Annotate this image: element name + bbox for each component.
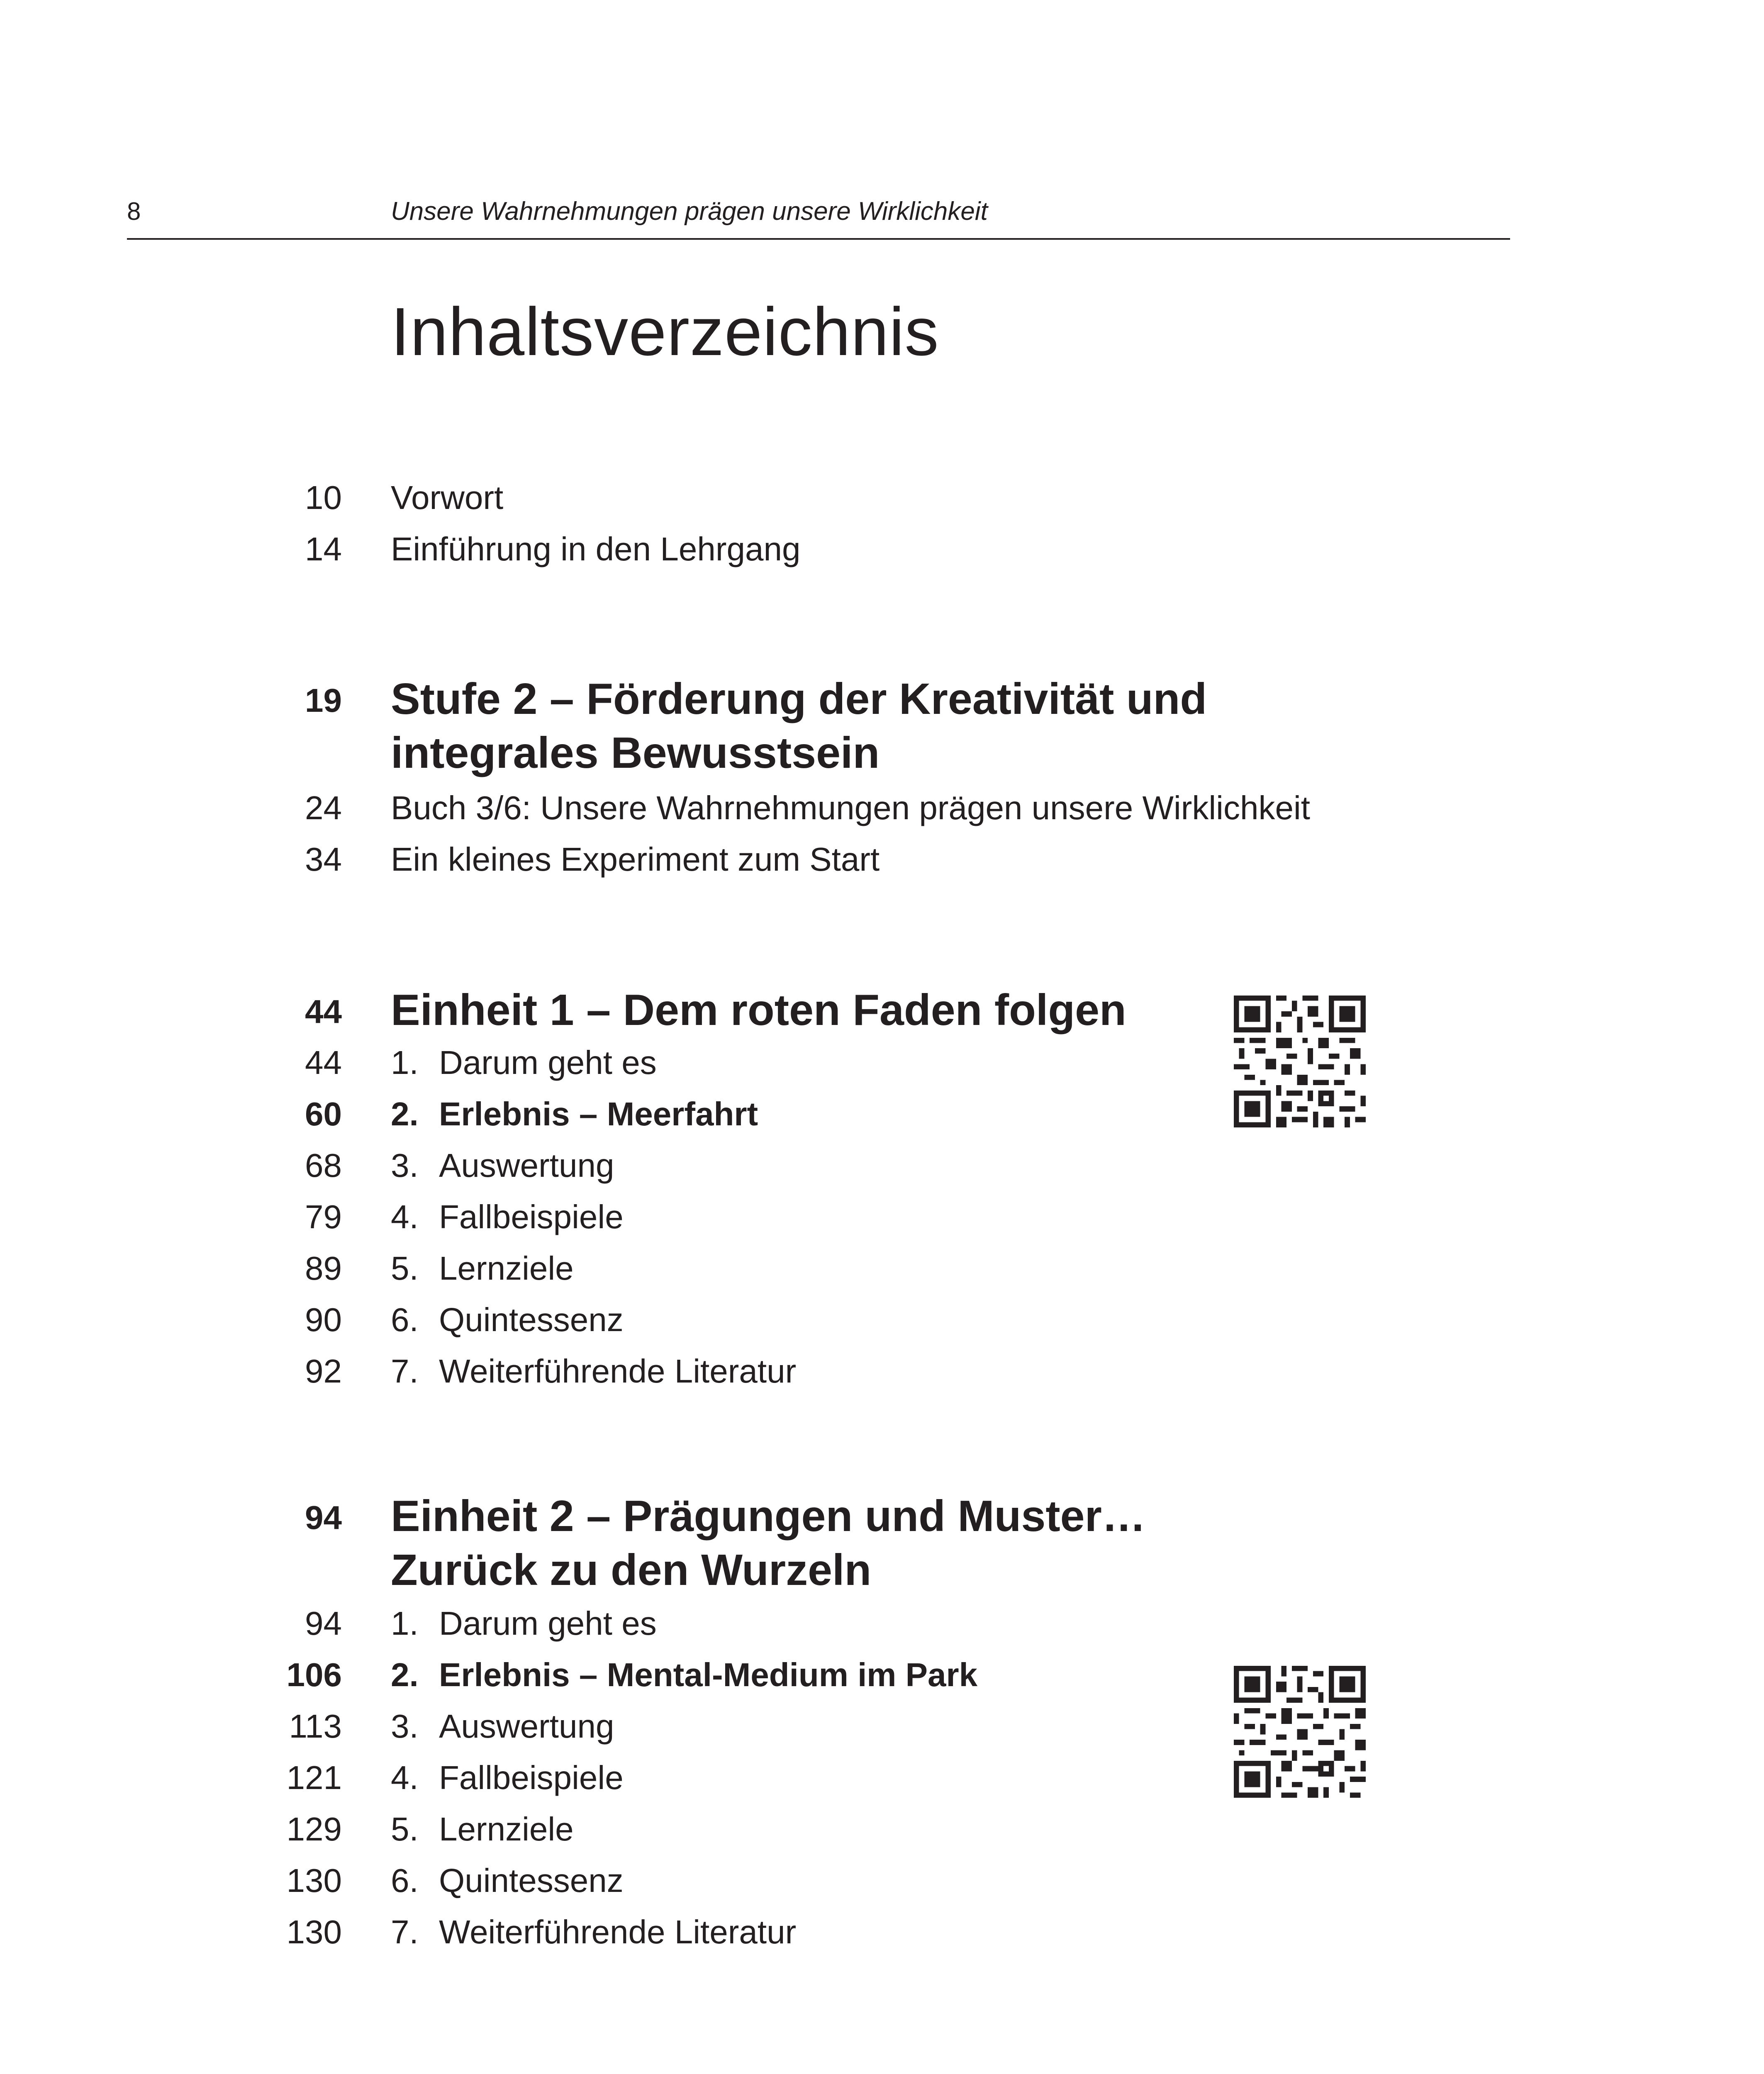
toc-entry[interactable] bbox=[0, 1037, 1764, 1088]
toc-entry[interactable] bbox=[0, 1346, 1764, 1397]
toc-entry[interactable] bbox=[0, 1294, 1764, 1346]
toc-entry[interactable] bbox=[0, 1752, 1764, 1804]
toc-entry-index: 2. bbox=[391, 1656, 419, 1693]
toc-entry[interactable] bbox=[0, 782, 1764, 834]
toc-entry[interactable] bbox=[0, 523, 1764, 575]
toc-page-number: 106 bbox=[286, 1656, 342, 1693]
toc-entry-title: Quintessenz bbox=[439, 1862, 624, 1899]
toc-page-number: 113 bbox=[289, 1708, 342, 1745]
toc-entry-index: 6. bbox=[391, 1862, 419, 1899]
toc-unit-heading[interactable] bbox=[0, 983, 1764, 1037]
toc-entry-index: 3. bbox=[391, 1147, 419, 1184]
toc-page-number: 24 bbox=[305, 789, 342, 826]
toc-page-number: 129 bbox=[286, 1811, 342, 1848]
toc-page-number: 34 bbox=[305, 841, 342, 878]
toc-page-number: 10 bbox=[305, 479, 342, 516]
page-folio: 8 bbox=[127, 197, 141, 225]
toc-page-number: 130 bbox=[286, 1913, 342, 1950]
toc-entry-title: Fallbeispiele bbox=[439, 1198, 624, 1235]
running-title: Unsere Wahrnehmungen prägen unsere Wirklichkeit bbox=[391, 197, 988, 226]
toc-entry-title: Erlebnis – Mental-Medium im Park bbox=[439, 1656, 978, 1693]
toc-entry-title: Vorwort bbox=[391, 479, 504, 516]
toc-entry-title: Lernziele bbox=[439, 1250, 574, 1287]
toc-entry-title: Fallbeispiele bbox=[439, 1759, 624, 1796]
toc-entry-title: Einführung in den Lehrgang bbox=[391, 531, 801, 567]
toc-entry[interactable] bbox=[0, 1701, 1764, 1752]
unit-title-line2: Zurück zu den Wurzeln bbox=[391, 1546, 872, 1594]
toc-entry-title: Buch 3/6: Unsere Wahrnehmungen prägen unsere Wirklichkeit bbox=[391, 789, 1310, 826]
toc-entry-title: Weiterführende Literatur bbox=[439, 1913, 797, 1950]
toc-entry-title: Darum geht es bbox=[439, 1605, 657, 1642]
toc-entry-title: Darum geht es bbox=[439, 1044, 657, 1081]
toc-entry-index: 7. bbox=[391, 1353, 419, 1390]
toc-page-number: 94 bbox=[305, 1605, 342, 1642]
toc-page-number: 44 bbox=[305, 993, 342, 1030]
toc-page-number: 130 bbox=[286, 1862, 342, 1899]
toc-entry[interactable] bbox=[0, 1140, 1764, 1191]
toc-entry-title: Auswertung bbox=[439, 1147, 614, 1184]
toc-entry-title: Weiterführende Literatur bbox=[439, 1353, 797, 1390]
toc-entry[interactable] bbox=[0, 1243, 1764, 1294]
toc-entry[interactable] bbox=[0, 1649, 1764, 1701]
toc-entry[interactable] bbox=[0, 1598, 1764, 1649]
toc-page-number: 121 bbox=[286, 1759, 342, 1796]
toc-entry-title: Lernziele bbox=[439, 1811, 574, 1848]
toc-unit-heading[interactable] bbox=[0, 1489, 1764, 1597]
toc-page-number: 14 bbox=[305, 531, 342, 567]
toc-entry[interactable] bbox=[0, 1855, 1764, 1906]
toc-entry-index: 4. bbox=[391, 1198, 419, 1235]
toc-entry-index: 2. bbox=[391, 1095, 419, 1132]
toc-page-number: 60 bbox=[305, 1095, 342, 1132]
toc-page-number: 19 bbox=[305, 682, 342, 719]
toc-entry-index: 5. bbox=[391, 1811, 419, 1848]
toc-page-number: 90 bbox=[305, 1301, 342, 1338]
toc-page-number: 92 bbox=[305, 1353, 342, 1390]
toc-entry[interactable] bbox=[0, 1804, 1764, 1855]
toc-page-number: 44 bbox=[305, 1044, 342, 1081]
unit-title: Einheit 1 – Dem roten Faden folgen bbox=[391, 986, 1126, 1035]
toc-entry-index: 7. bbox=[391, 1913, 419, 1950]
section-title-line2: integrales Bewusstsein bbox=[391, 728, 880, 777]
toc-page-number: 94 bbox=[305, 1499, 342, 1536]
toc-entry-index: 4. bbox=[391, 1759, 419, 1796]
toc-entry[interactable] bbox=[0, 1088, 1764, 1140]
toc-entry-title: Ein kleines Experiment zum Start bbox=[391, 841, 880, 878]
toc-entry-title: Auswertung bbox=[439, 1708, 614, 1745]
page-title: Inhaltsverzeichnis bbox=[391, 294, 939, 370]
toc-page-number: 89 bbox=[305, 1250, 342, 1287]
toc-page-number: 79 bbox=[305, 1198, 342, 1235]
unit-title-line1: Einheit 2 – Prägungen und Muster… bbox=[391, 1492, 1146, 1541]
qr-code-icon[interactable] bbox=[1234, 1666, 1366, 1798]
toc-entry[interactable] bbox=[0, 1906, 1764, 1958]
toc-entry[interactable] bbox=[0, 834, 1764, 885]
toc-entry[interactable] bbox=[0, 1191, 1764, 1243]
toc-entry-title: Quintessenz bbox=[439, 1301, 624, 1338]
toc-entry-index: 1. bbox=[391, 1605, 419, 1642]
toc-entry-index: 3. bbox=[391, 1708, 419, 1745]
toc-entry-index: 5. bbox=[391, 1250, 419, 1287]
toc-entry[interactable] bbox=[0, 472, 1764, 523]
toc-entry-title: Erlebnis – Meerfahrt bbox=[439, 1095, 758, 1132]
toc-entry-index: 1. bbox=[391, 1044, 419, 1081]
qr-code-icon[interactable] bbox=[1234, 996, 1366, 1127]
toc-section-heading[interactable] bbox=[0, 672, 1764, 780]
toc-entry-index: 6. bbox=[391, 1301, 419, 1338]
section-title-line1: Stufe 2 – Förderung der Kreativität und bbox=[391, 674, 1207, 723]
running-header bbox=[127, 195, 1510, 240]
toc-page-number: 68 bbox=[305, 1147, 342, 1184]
